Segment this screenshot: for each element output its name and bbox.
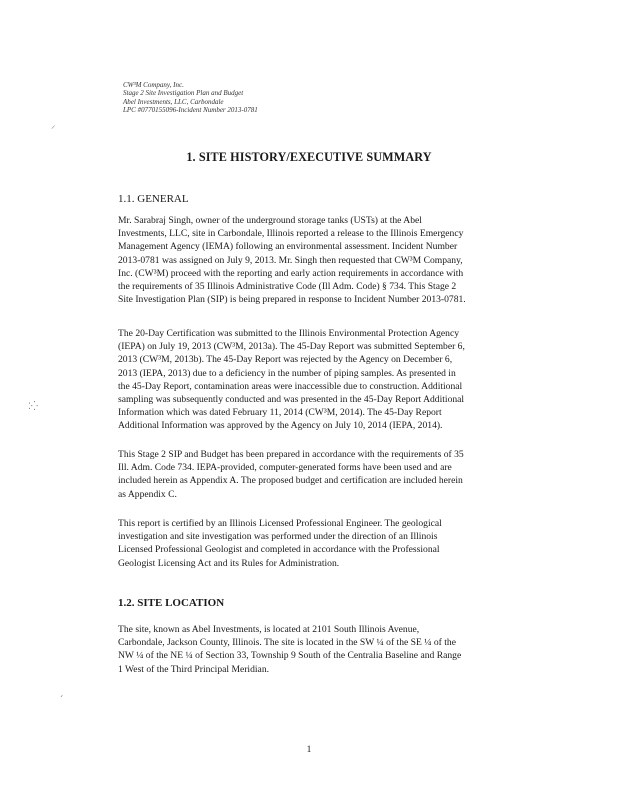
text-line: 2013 (IEPA, 2013) due to a deficiency in the number of piping samples. As presented in: [118, 367, 456, 379]
heading-site-location: 1.2. SITE LOCATION: [118, 597, 225, 609]
running-header: [123, 81, 258, 115]
text-line: included herein as Appendix A. The proposed budget and certification are included herein: [118, 475, 463, 487]
paragraph-general-1: [118, 214, 543, 306]
text-line: Additional Information was approved by the Agency on July 10, 2014 (IEPA, 2014).: [118, 420, 443, 432]
page-number: 1: [306, 745, 312, 755]
scan-mark-icon: ˏ: [59, 688, 64, 698]
scan-mark-icon: ⁚⁛: [28, 402, 39, 412]
text-line: 2013-0781 was assigned on July 9, 2013. Mr. Singh then requested that CW³M Company,: [118, 254, 463, 266]
text-line: Inc. (CW³M) proceed with the reporting and early action requirements in accordance with: [118, 267, 464, 279]
text-line: The 20-Day Certification was submitted to the Illinois Environmental Protection Agency: [118, 328, 460, 339]
text-line: Mr. Sarabraj Singh, owner of the underground storage tanks (USTs) at the Abel: [118, 215, 422, 226]
text-line: Ill. Adm. Code 734. IEPA-provided, computer-generated forms have been used and are: [118, 462, 452, 474]
text-line: Carbondale, Jackson County, Illinois. The site is located in the SW ¼ of the SE ¼ of the: [118, 637, 456, 649]
text-line: This report is certified by an Illinois Licensed Professional Engineer. The geological: [118, 518, 442, 529]
scan-mark-icon: ⸝: [51, 121, 56, 131]
text-line: Licensed Professional Geologist and completed in accordance with the Professional: [118, 544, 440, 556]
text-line: Site Investigation Plan (SIP) is being prepared in response to Incident Number 2013-0781.: [118, 294, 466, 306]
text-line: Geologist Licensing Act and its Rules for Administration.: [118, 557, 340, 569]
text-line: Investments, LLC, site in Carbondale, Illinois reported a release to the Illinois Emergency: [118, 228, 464, 240]
text-line: Information which was dated February 11, 2014 (CW³M, 2014). The 45-Day Report: [118, 407, 442, 419]
text-line: the requirements of 35 Illinois Administrative Code (Ill Adm. Code) § 734. This Stage 2: [118, 281, 457, 293]
text-line: sampling was subsequently conducted and was presented in the 45-Day Report Additional: [118, 394, 465, 406]
text-line: This Stage 2 SIP and Budget has been prepared in accordance with the requirements of 35: [118, 449, 464, 460]
header-incident-number: LPC #0770155096-Incident Number 2013-0781: [123, 106, 258, 115]
text-line: NW ¼ of the NE ¼ of Section 33, Township 9 South of the Centralia Baseline and Range: [118, 650, 462, 662]
text-line: the 45-Day Report, contamination areas were inaccessible due to construction. Additional: [118, 380, 463, 392]
header-company: CW³M Company, Inc.: [123, 81, 184, 89]
section-title: 1. SITE HISTORY/EXECUTIVE SUMMARY: [186, 150, 432, 164]
text-line: as Appendix C.: [118, 488, 177, 500]
text-line: 1 West of the Third Principal Meridian.: [118, 663, 270, 675]
paragraph-site-location: [118, 623, 543, 676]
heading-general: 1.1. GENERAL: [118, 193, 189, 205]
header-report-title: Stage 2 Site Investigation Plan and Budget: [123, 89, 244, 98]
paragraph-general-2: [118, 327, 543, 433]
text-line: 2013 (CW³M, 2013b). The 45-Day Report was rejected by the Agency on December 6,: [118, 354, 453, 366]
text-line: Management Agency (IEMA) following an environmental assessment. Incident Number: [118, 241, 458, 253]
text-line: (IEPA) on July 19, 2013 (CW³M, 2013a). The 45-Day Report was submitted September 6,: [118, 341, 465, 353]
paragraph-general-3: [118, 448, 543, 501]
text-line: The site, known as Abel Investments, is located at 2101 South Illinois Avenue,: [118, 624, 420, 635]
paragraph-general-4: [118, 517, 543, 570]
text-line: investigation and site investigation was performed under the direction of an Illinois: [118, 531, 438, 543]
header-site-name: Abel Investments, LLC, Carbondale: [123, 97, 224, 106]
